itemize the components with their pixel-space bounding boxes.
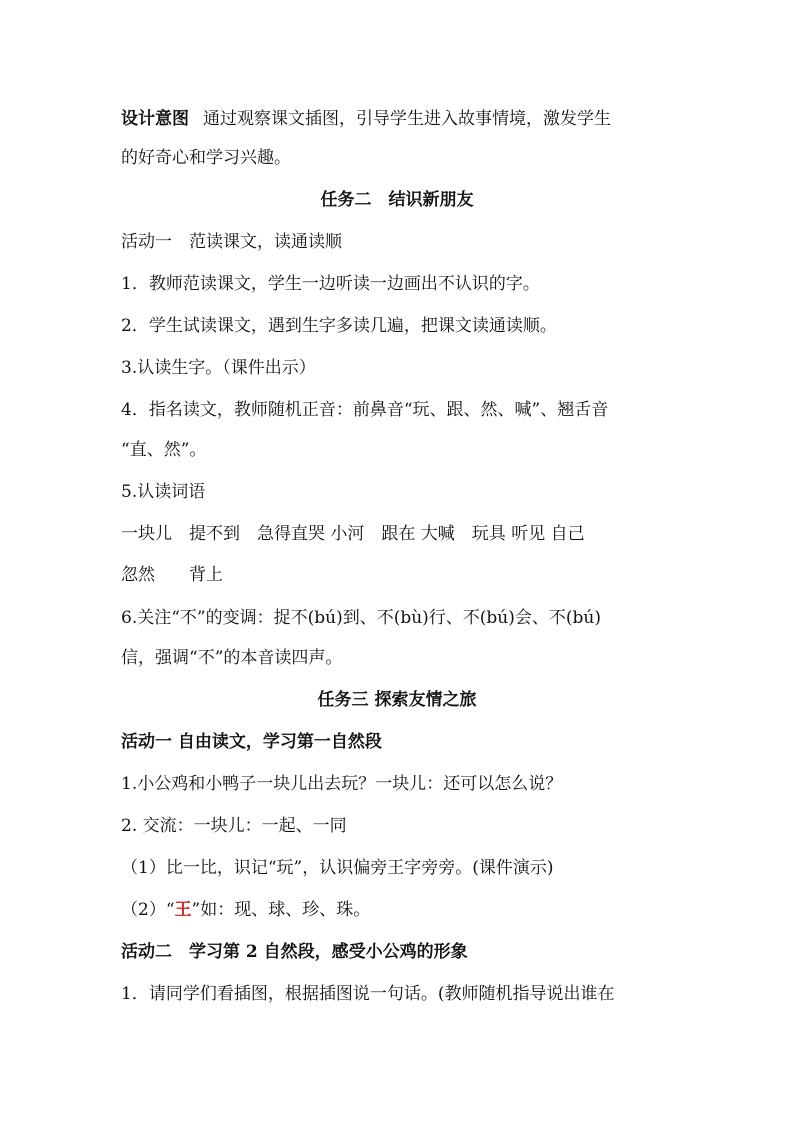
- task2-word-list-cont: 忽然 背上: [121, 565, 223, 585]
- task3-last-item: 1．请同学们看插图，根据插图说一句话。(教师随机指导说出谁在: [121, 984, 615, 1004]
- design-intent-line: [121, 107, 611, 131]
- task2-item-1: 1．教师范读课文，学生一边听读一边画出不认识的字。: [121, 274, 540, 294]
- task3-item-2-2-suffix: ”如：现、球、珍、珠。: [191, 900, 371, 920]
- task3-item-2-1: （1）比一比，识记“玩”，认识偏旁王字旁旁。(课件演示): [121, 858, 554, 878]
- design-intent-text: 通过观察课文插图，引导学生进入故事情境，激发学生: [203, 109, 611, 129]
- design-intent-label: 设计意图: [121, 109, 189, 129]
- task3-activity2: 活动二 学习第 2 自然段，感受小公鸡的形象: [121, 942, 468, 962]
- task3-title: 任务三 探索友情之旅: [317, 690, 477, 710]
- task2-activity1: 活动一 范读课文，读通读顺: [121, 232, 342, 252]
- task2-item-3: 3.认读生字。（课件出示）: [121, 358, 316, 378]
- design-intent-text-cont: 的好奇心和学习兴趣。: [121, 148, 291, 168]
- task2-item-4-cont: “直、然”。: [121, 440, 207, 460]
- task2-title: 任务二 结识新朋友: [320, 190, 474, 210]
- task2-item-2: 2．学生试读课文，遇到生字多读几遍，把课文读通读顺。: [121, 316, 557, 336]
- wang-radical-glyph: 王: [174, 900, 192, 920]
- task2-item-6: 6.关注“不”的变调：捉不(bú)到、不(bù)行、不(bú)会、不(bú): [121, 608, 601, 628]
- task2-item-5: 5.认读词语: [121, 482, 206, 502]
- task3-activity1: 活动一 自由读文，学习第一自然段: [121, 732, 382, 752]
- task3-item-2-2: [121, 898, 370, 922]
- task2-item-4: 4．指名读文，教师随机正音：前鼻音“玩、跟、然、喊”、翘舌音: [121, 400, 609, 420]
- task3-item-2: 2. 交流：一块儿：一起、一同: [121, 816, 347, 836]
- task3-item-1: 1.小公鸡和小鸭子一块儿出去玩？一块儿：还可以怎么说？: [121, 774, 563, 794]
- task2-word-list: 一块儿 提不到 急得直哭 小河 跟在 大喊 玩具 听见 自己: [121, 524, 585, 544]
- task3-item-2-2-prefix: （2）“: [121, 900, 175, 920]
- task2-item-6-cont: 信，强调“不”的本音读四声。: [121, 648, 343, 668]
